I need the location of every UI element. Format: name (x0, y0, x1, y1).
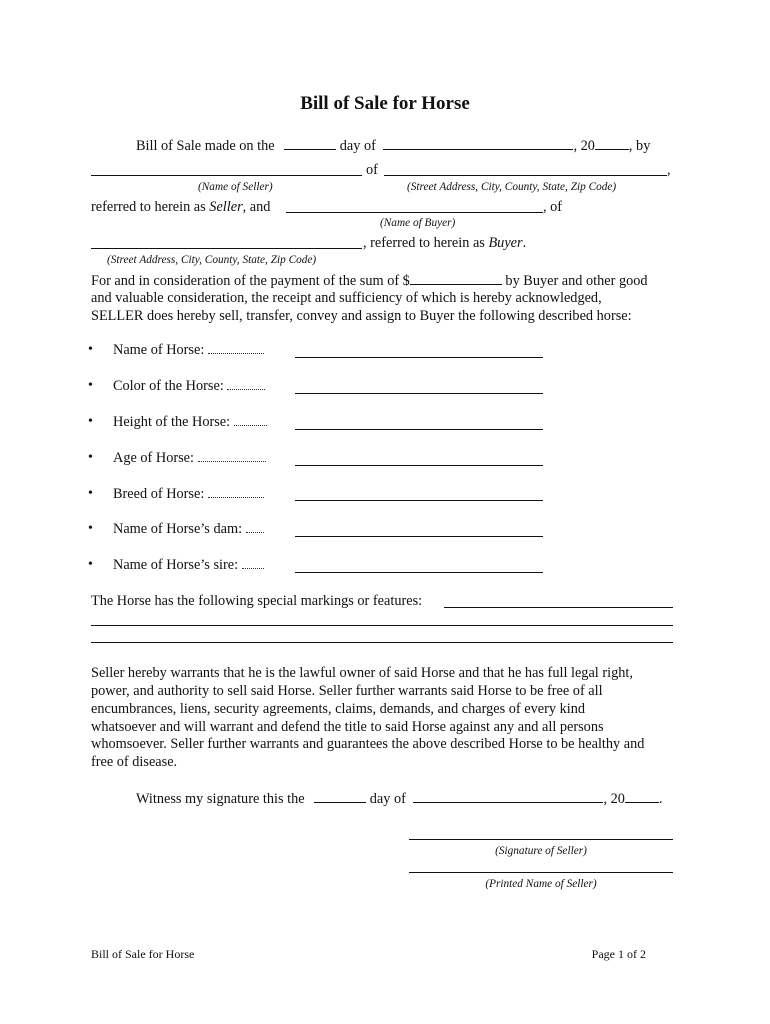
trailing-comma: , (667, 162, 671, 178)
bullet: • (88, 450, 93, 465)
buyer-address-field[interactable] (91, 248, 362, 249)
day-of-text: day of (339, 138, 376, 154)
referred-seller-line (91, 198, 270, 216)
warranty-line-3: encumbrances, liens, security agreements, claims, demands, and charges of every kind (91, 701, 585, 717)
buyer-name-field[interactable] (286, 212, 543, 213)
intro-line (136, 136, 650, 155)
witness-year-prefix: , 20 (603, 791, 625, 807)
field-label: Age of Horse: (113, 449, 266, 467)
referred-buyer-line (363, 234, 526, 252)
document-title: Bill of Sale for Horse (300, 93, 470, 114)
field-label: Name of Horse’s sire: (113, 556, 264, 574)
markings-label: The Horse has the following special markings or features: (91, 593, 423, 609)
witness-text: Witness my signature this the (136, 791, 305, 807)
year-prefix-text: , 20 (573, 138, 595, 154)
seller-word: Seller (209, 199, 243, 215)
witness-day-field[interactable] (314, 789, 366, 803)
consideration-text-a: For and in consideration of the payment of the sum of $ (91, 273, 410, 289)
markings-field-2[interactable] (91, 625, 673, 626)
consideration-line-2: and valuable consideration, the receipt and sufficiency of which is hereby acknowledged, (91, 290, 602, 306)
signature-caption: (Signature of Seller) (495, 845, 587, 857)
field-label: Height of the Horse: (113, 413, 267, 431)
horse-color-field[interactable] (295, 393, 543, 394)
period: . (522, 235, 527, 251)
month-field[interactable] (383, 136, 573, 150)
warranty-line-6: free of disease. (91, 754, 178, 770)
consideration-text-b: by Buyer and other good (505, 273, 648, 289)
referred-buyer-prefix: , referred to herein as (363, 235, 485, 251)
horse-dam-field[interactable] (295, 536, 543, 537)
witness-month-field[interactable] (413, 789, 603, 803)
of-text: of (366, 162, 378, 178)
bullet: • (88, 486, 93, 501)
bullet: • (88, 342, 93, 357)
field-label: Color of the Horse: (113, 377, 265, 395)
bullet: • (88, 414, 93, 429)
of-text-2: , of (543, 199, 563, 215)
seller-address-field[interactable] (384, 175, 667, 176)
bullet: • (88, 521, 93, 536)
day-field[interactable] (284, 136, 336, 150)
printed-name-caption: (Printed Name of Seller) (485, 878, 597, 890)
by-text: , by (628, 138, 651, 154)
field-label: Name of Horse: (113, 341, 264, 359)
warranty-line-1: Seller hereby warrants that he is the lawful owner of said Horse and that he has full legal right, (91, 665, 633, 681)
buyer-address-caption: (Street Address, City, County, State, Zip Code) (107, 254, 317, 266)
name-of-buyer-caption: (Name of Buyer) (380, 217, 456, 229)
consideration-line-1 (91, 271, 648, 290)
year-field[interactable] (595, 136, 629, 150)
witness-line (136, 789, 663, 808)
markings-field-3[interactable] (91, 642, 673, 643)
witness-day-of-text: day of (369, 791, 406, 807)
consideration-line-3: SELLER does hereby sell, transfer, convey and assign to Buyer the following described horse: (91, 308, 632, 324)
bullet: • (88, 557, 93, 572)
horse-height-field[interactable] (295, 429, 543, 430)
field-label: Breed of Horse: (113, 485, 264, 503)
field-label: Name of Horse’s dam: (113, 520, 264, 538)
signature-field[interactable] (409, 839, 673, 840)
and-text: , and (242, 199, 271, 215)
horse-name-field[interactable] (295, 357, 543, 358)
printed-name-field[interactable] (409, 872, 673, 873)
footer-left: Bill of Sale for Horse (91, 947, 195, 961)
bullet: • (88, 378, 93, 393)
witness-year-field[interactable] (625, 789, 659, 803)
horse-breed-field[interactable] (295, 500, 543, 501)
warranty-line-5: whomsoever. Seller further warrants and guarantees the above described Horse to be healthy and (91, 736, 645, 752)
witness-period: . (658, 791, 663, 807)
seller-name-field[interactable] (91, 175, 362, 176)
markings-field-1[interactable] (444, 607, 673, 608)
warranty-line-2: power, and authority to sell said Horse. Seller further warrants said Horse to be free of all (91, 683, 603, 699)
name-of-seller-caption: (Name of Seller) (198, 181, 273, 193)
horse-sire-field[interactable] (295, 572, 543, 573)
seller-address-caption: (Street Address, City, County, State, Zip Code) (407, 181, 617, 193)
made-on-text: Bill of Sale made on the (136, 138, 275, 154)
sum-field[interactable] (410, 271, 502, 285)
horse-age-field[interactable] (295, 465, 543, 466)
referred-prefix: referred to herein as (91, 199, 206, 215)
buyer-word: Buyer (488, 235, 523, 251)
warranty-line-4: whatsoever and will warrant and defend the title to said Horse against any and all persons (91, 719, 604, 735)
footer-page-number: Page 1 of 2 (591, 947, 646, 961)
